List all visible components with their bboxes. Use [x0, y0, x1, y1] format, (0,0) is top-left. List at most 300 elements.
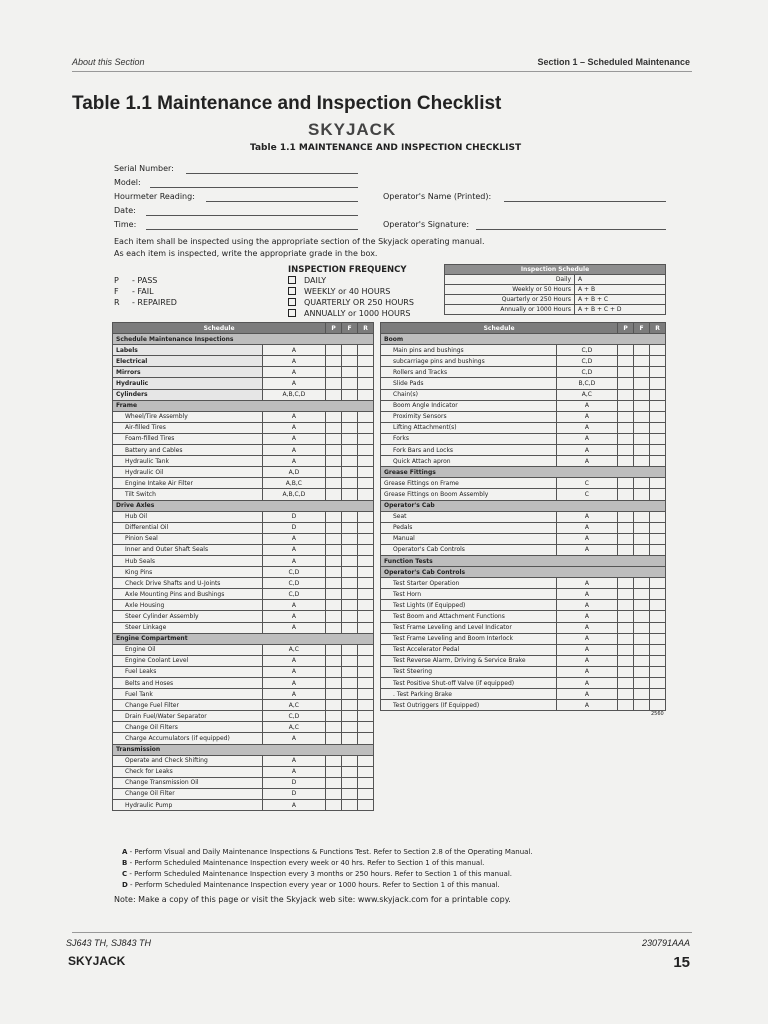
- section-row: [381, 334, 666, 345]
- item-schedule-code: A: [262, 345, 326, 356]
- grade-box-f[interactable]: [342, 766, 358, 777]
- item-schedule-code: A,B,C,D: [262, 489, 326, 500]
- grade-box-f[interactable]: [634, 578, 650, 589]
- instruction-line: As each item is inspected, write the appropriate grade in the box.: [114, 249, 378, 258]
- grade-box-f[interactable]: [342, 733, 358, 744]
- grade-box-p[interactable]: [618, 578, 634, 589]
- grade-box-f[interactable]: [634, 411, 650, 422]
- grade-box-p[interactable]: [618, 533, 634, 544]
- grade-box-r[interactable]: [650, 600, 666, 611]
- item-schedule-code: A: [262, 555, 326, 566]
- grade-box-r[interactable]: [358, 422, 374, 433]
- grade-box-f[interactable]: [342, 611, 358, 622]
- grade-box-f[interactable]: [342, 578, 358, 589]
- item-name: Rollers and Tracks: [381, 367, 557, 378]
- item-schedule-code: C,D: [556, 356, 618, 367]
- grade-box-r[interactable]: [358, 777, 374, 788]
- grade-box-r[interactable]: [650, 666, 666, 677]
- section-label: Operator's Cab: [381, 500, 666, 511]
- item-name: Axle Housing: [113, 600, 263, 611]
- grade-box-f[interactable]: [342, 445, 358, 456]
- skyjack-logo: SKYJACK: [308, 120, 397, 139]
- item-schedule-code: A: [262, 433, 326, 444]
- item-name: Charge Accumulators (if equipped): [113, 733, 263, 744]
- grade-box-f[interactable]: [342, 555, 358, 566]
- grade-box-p[interactable]: [326, 678, 342, 689]
- grade-box-p[interactable]: [618, 544, 634, 555]
- footer-logo: SKYJACK: [68, 954, 126, 968]
- item-name: Check for Leaks: [113, 766, 263, 777]
- grade-box-f[interactable]: [342, 378, 358, 389]
- grade-box-r[interactable]: [358, 511, 374, 522]
- item-schedule-code: A,B,C: [262, 478, 326, 489]
- grade-box-r[interactable]: [650, 433, 666, 444]
- section-label: Grease Fittings: [381, 467, 666, 478]
- grade-box-r[interactable]: [650, 678, 666, 689]
- grade-box-p[interactable]: [326, 511, 342, 522]
- grade-box-r[interactable]: [358, 378, 374, 389]
- table-row: [113, 711, 374, 722]
- grade-box-p[interactable]: [326, 700, 342, 711]
- grade-box-r[interactable]: [650, 644, 666, 655]
- grade-box-r[interactable]: [650, 378, 666, 389]
- grade-box-f[interactable]: [342, 467, 358, 478]
- grade-box-p[interactable]: [326, 611, 342, 622]
- grade-box-f[interactable]: [342, 433, 358, 444]
- grade-box-p[interactable]: [326, 478, 342, 489]
- item-name: Hydraulic Pump: [113, 800, 263, 811]
- grade-box-f[interactable]: [634, 389, 650, 400]
- grade-box-f[interactable]: [342, 722, 358, 733]
- table-row: [113, 345, 374, 356]
- grade-box-r[interactable]: [358, 456, 374, 467]
- section-row: [113, 334, 374, 345]
- grade-box-f[interactable]: [342, 655, 358, 666]
- grade-box-r[interactable]: [650, 511, 666, 522]
- grade-box-r[interactable]: [650, 422, 666, 433]
- grade-box-f[interactable]: [634, 400, 650, 411]
- grade-box-r[interactable]: [358, 578, 374, 589]
- grade-box-p[interactable]: [618, 378, 634, 389]
- grade-box-f[interactable]: [634, 700, 650, 711]
- grade-box-p[interactable]: [326, 389, 342, 400]
- grade-box-f[interactable]: [342, 478, 358, 489]
- operator-signature-field[interactable]: [476, 229, 666, 230]
- grade-box-f[interactable]: [342, 777, 358, 788]
- grade-box-f[interactable]: [342, 422, 358, 433]
- item-name: Test Reverse Alarm, Driving & Service Brake: [381, 655, 557, 666]
- grade-box-f[interactable]: [634, 511, 650, 522]
- grade-box-f[interactable]: [634, 544, 650, 555]
- grade-box-p[interactable]: [618, 411, 634, 422]
- grade-box-r[interactable]: [650, 389, 666, 400]
- item-name: Test Outriggers (If Equipped): [381, 700, 557, 711]
- grade-box-p[interactable]: [618, 689, 634, 700]
- table-row: [113, 533, 374, 544]
- grade-box-f[interactable]: [634, 678, 650, 689]
- grade-box-p[interactable]: [326, 433, 342, 444]
- grade-box-r[interactable]: [358, 655, 374, 666]
- grade-box-f[interactable]: [342, 788, 358, 799]
- item-schedule-code: A: [556, 644, 618, 655]
- grade-box-p[interactable]: [618, 644, 634, 655]
- grade-box-p[interactable]: [326, 644, 342, 655]
- table-row: [381, 489, 666, 500]
- grade-box-r[interactable]: [358, 678, 374, 689]
- grade-box-f[interactable]: [634, 533, 650, 544]
- grade-box-r[interactable]: [358, 345, 374, 356]
- grade-box-f[interactable]: [342, 389, 358, 400]
- grade-box-f[interactable]: [634, 378, 650, 389]
- item-name: Electrical: [113, 356, 263, 367]
- grade-box-p[interactable]: [618, 633, 634, 644]
- grade-box-f[interactable]: [342, 700, 358, 711]
- item-schedule-code: A,C: [262, 644, 326, 655]
- grade-box-r[interactable]: [358, 689, 374, 700]
- grade-box-p[interactable]: [326, 522, 342, 533]
- grade-box-p[interactable]: [618, 522, 634, 533]
- grade-box-p[interactable]: [618, 367, 634, 378]
- grade-box-f[interactable]: [342, 600, 358, 611]
- grade-box-r[interactable]: [650, 367, 666, 378]
- grade-box-r[interactable]: [358, 389, 374, 400]
- grade-box-f[interactable]: [634, 611, 650, 622]
- grade-box-f[interactable]: [342, 367, 358, 378]
- grade-box-p[interactable]: [326, 622, 342, 633]
- grade-box-p[interactable]: [618, 489, 634, 500]
- table-row: [381, 533, 666, 544]
- item-name: Air-filled Tires: [113, 422, 263, 433]
- grade-box-p[interactable]: [618, 666, 634, 677]
- table-row: [381, 544, 666, 555]
- grade-box-f[interactable]: [634, 644, 650, 655]
- grade-box-f[interactable]: [342, 356, 358, 367]
- item-schedule-code: C,D: [556, 367, 618, 378]
- grade-box-p[interactable]: [326, 533, 342, 544]
- item-name: Seat: [381, 511, 557, 522]
- grade-box-f[interactable]: [342, 800, 358, 811]
- grade-box-f[interactable]: [634, 478, 650, 489]
- grade-box-p[interactable]: [326, 733, 342, 744]
- grade-box-p[interactable]: [618, 433, 634, 444]
- grade-box-r[interactable]: [650, 456, 666, 467]
- grade-box-f[interactable]: [342, 567, 358, 578]
- grade-box-f[interactable]: [342, 644, 358, 655]
- grade-box-r[interactable]: [358, 555, 374, 566]
- grade-box-f[interactable]: [342, 711, 358, 722]
- grade-box-p[interactable]: [326, 411, 342, 422]
- grade-box-p[interactable]: [326, 555, 342, 566]
- grade-box-f[interactable]: [342, 622, 358, 633]
- grade-box-p[interactable]: [618, 655, 634, 666]
- item-name: King Pins: [113, 567, 263, 578]
- grade-box-r[interactable]: [650, 655, 666, 666]
- grade-box-r[interactable]: [358, 411, 374, 422]
- serial-number-label: Serial Number:: [114, 164, 174, 173]
- grade-box-p[interactable]: [326, 766, 342, 777]
- grade-box-p[interactable]: [618, 622, 634, 633]
- grade-box-r[interactable]: [358, 367, 374, 378]
- hourmeter-field[interactable]: [206, 201, 358, 202]
- item-schedule-code: A: [556, 578, 618, 589]
- grade-box-f[interactable]: [634, 655, 650, 666]
- grade-box-p[interactable]: [618, 345, 634, 356]
- grade-box-r[interactable]: [358, 644, 374, 655]
- grade-box-f[interactable]: [342, 345, 358, 356]
- grade-box-p[interactable]: [326, 788, 342, 799]
- grade-box-r[interactable]: [650, 578, 666, 589]
- grade-box-p[interactable]: [618, 700, 634, 711]
- grade-box-r[interactable]: [358, 567, 374, 578]
- grade-box-p[interactable]: [618, 456, 634, 467]
- grade-box-r[interactable]: [650, 345, 666, 356]
- grade-box-p[interactable]: [618, 600, 634, 611]
- grade-box-r[interactable]: [358, 788, 374, 799]
- grade-box-r[interactable]: [650, 533, 666, 544]
- grade-box-f[interactable]: [634, 522, 650, 533]
- grade-box-r[interactable]: [358, 467, 374, 478]
- grade-box-p[interactable]: [618, 611, 634, 622]
- grade-box-f[interactable]: [342, 533, 358, 544]
- grade-box-p[interactable]: [326, 378, 342, 389]
- grade-box-p[interactable]: [326, 600, 342, 611]
- grade-box-r[interactable]: [358, 800, 374, 811]
- grade-box-r[interactable]: [650, 589, 666, 600]
- item-schedule-code: C,D: [262, 711, 326, 722]
- grade-box-f[interactable]: [342, 689, 358, 700]
- grade-box-r[interactable]: [358, 522, 374, 533]
- time-field[interactable]: [146, 229, 358, 230]
- serial-number-field[interactable]: [186, 173, 358, 174]
- grade-box-p[interactable]: [326, 422, 342, 433]
- item-schedule-code: A: [262, 755, 326, 766]
- section-label: Schedule Maintenance Inspections: [113, 334, 374, 345]
- grade-box-r[interactable]: [650, 489, 666, 500]
- checklist-header: Schedule P F R: [113, 323, 374, 334]
- grade-box-r[interactable]: [650, 689, 666, 700]
- grade-box-p[interactable]: [618, 678, 634, 689]
- grade-box-p[interactable]: [618, 511, 634, 522]
- grade-box-p[interactable]: [618, 356, 634, 367]
- frequency-quarterly[interactable]: QUARTERLY OR 250 HOURS: [288, 298, 414, 307]
- grade-box-p[interactable]: [326, 689, 342, 700]
- grade-box-p[interactable]: [326, 589, 342, 600]
- item-name: Check Drive Shafts and U-Joints: [113, 578, 263, 589]
- grade-box-r[interactable]: [358, 445, 374, 456]
- grade-box-p[interactable]: [326, 445, 342, 456]
- grade-box-r[interactable]: [358, 666, 374, 677]
- checklist-table-right: [380, 322, 666, 711]
- item-name: Change Fuel Filter: [113, 700, 263, 711]
- table-row: [113, 689, 374, 700]
- grade-box-f[interactable]: [634, 422, 650, 433]
- item-schedule-code: D: [262, 522, 326, 533]
- item-schedule-code: A: [556, 589, 618, 600]
- grade-box-r[interactable]: [650, 522, 666, 533]
- item-name: Mirrors: [113, 367, 263, 378]
- grade-box-r[interactable]: [358, 766, 374, 777]
- item-name: Hydraulic Oil: [113, 467, 263, 478]
- grade-box-p[interactable]: [326, 467, 342, 478]
- item-schedule-code: A: [556, 433, 618, 444]
- grade-box-r[interactable]: [650, 356, 666, 367]
- grade-box-r[interactable]: [358, 755, 374, 766]
- table-row: [381, 655, 666, 666]
- grade-box-p[interactable]: [618, 389, 634, 400]
- grade-box-r[interactable]: [650, 633, 666, 644]
- grade-box-f[interactable]: [634, 367, 650, 378]
- grade-box-p[interactable]: [618, 589, 634, 600]
- grade-box-r[interactable]: [358, 356, 374, 367]
- grade-box-r[interactable]: [358, 533, 374, 544]
- grade-box-f[interactable]: [634, 666, 650, 677]
- item-name: Belts and Hoses: [113, 678, 263, 689]
- inspection-frequency-title: INSPECTION FREQUENCY: [288, 265, 407, 275]
- grade-box-p[interactable]: [326, 544, 342, 555]
- item-name: Grease Fittings on Frame: [381, 478, 557, 489]
- grade-box-r[interactable]: [358, 489, 374, 500]
- grade-box-r[interactable]: [650, 445, 666, 456]
- grade-box-p[interactable]: [326, 367, 342, 378]
- grade-box-r[interactable]: [650, 478, 666, 489]
- grade-box-f[interactable]: [342, 411, 358, 422]
- frequency-annually[interactable]: ANNUALLY or 1000 HOURS: [288, 309, 410, 318]
- grade-box-r[interactable]: [650, 622, 666, 633]
- grade-box-f[interactable]: [342, 489, 358, 500]
- grade-box-r[interactable]: [358, 544, 374, 555]
- grade-box-p[interactable]: [326, 800, 342, 811]
- grade-box-p[interactable]: [618, 400, 634, 411]
- grade-box-f[interactable]: [634, 489, 650, 500]
- grade-box-f[interactable]: [634, 433, 650, 444]
- grade-box-p[interactable]: [326, 755, 342, 766]
- grade-box-f[interactable]: [634, 600, 650, 611]
- table-row: [113, 433, 374, 444]
- grade-box-p[interactable]: [326, 456, 342, 467]
- item-schedule-code: C,D: [262, 578, 326, 589]
- item-schedule-code: A: [262, 733, 326, 744]
- table-row: [113, 367, 374, 378]
- item-schedule-code: A,C: [262, 722, 326, 733]
- grade-box-r[interactable]: [358, 622, 374, 633]
- checkbox-icon[interactable]: [288, 276, 296, 284]
- grade-box-r[interactable]: [650, 700, 666, 711]
- grade-box-f[interactable]: [342, 544, 358, 555]
- grade-box-r[interactable]: [358, 600, 374, 611]
- grade-box-p[interactable]: [618, 422, 634, 433]
- table-row: [381, 367, 666, 378]
- grade-box-r[interactable]: [358, 478, 374, 489]
- grade-box-r[interactable]: [650, 611, 666, 622]
- table-row: [113, 622, 374, 633]
- item-schedule-code: A: [262, 600, 326, 611]
- grade-box-r[interactable]: [358, 711, 374, 722]
- grade-box-f[interactable]: [634, 622, 650, 633]
- grade-box-p[interactable]: [326, 345, 342, 356]
- grade-box-f[interactable]: [342, 589, 358, 600]
- grade-box-p[interactable]: [326, 722, 342, 733]
- grade-box-p[interactable]: [326, 655, 342, 666]
- table-row: [381, 700, 666, 711]
- item-name: Engine Oil: [113, 644, 263, 655]
- grade-box-r[interactable]: [650, 400, 666, 411]
- grade-box-p[interactable]: [326, 578, 342, 589]
- grade-box-f[interactable]: [342, 755, 358, 766]
- item-name: Battery and Cables: [113, 445, 263, 456]
- frequency-daily[interactable]: DAILY: [288, 276, 326, 285]
- item-name: Main pins and bushings: [381, 345, 557, 356]
- item-schedule-code: C,D: [262, 589, 326, 600]
- grade-box-r[interactable]: [650, 544, 666, 555]
- item-schedule-code: A: [556, 611, 618, 622]
- grade-box-f[interactable]: [342, 666, 358, 677]
- checkbox-icon[interactable]: [288, 309, 296, 317]
- frequency-weekly[interactable]: WEEKLY or 40 HOURS: [288, 287, 390, 296]
- grade-box-f[interactable]: [634, 689, 650, 700]
- header-divider: [72, 71, 692, 72]
- grade-box-p[interactable]: [618, 478, 634, 489]
- operator-signature-label: Operator's Signature:: [383, 220, 470, 229]
- item-name: Test Steering: [381, 666, 557, 677]
- grade-box-f[interactable]: [634, 345, 650, 356]
- grade-box-r[interactable]: [358, 611, 374, 622]
- grade-box-f[interactable]: [634, 633, 650, 644]
- grade-box-p[interactable]: [326, 711, 342, 722]
- item-name: Test Starter Operation: [381, 578, 557, 589]
- grade-box-r[interactable]: [358, 733, 374, 744]
- grade-box-f[interactable]: [342, 678, 358, 689]
- section-row: [113, 500, 374, 511]
- table-row: [113, 544, 374, 555]
- grade-box-r[interactable]: [358, 433, 374, 444]
- grade-box-r[interactable]: [358, 589, 374, 600]
- table-row: Annually or 1000 Hours A + B + C + D: [445, 305, 666, 315]
- date-field[interactable]: [146, 215, 358, 216]
- model-numbers: SJ643 TH, SJ843 TH: [66, 938, 152, 948]
- grade-box-f[interactable]: [634, 356, 650, 367]
- grade-box-f[interactable]: [634, 445, 650, 456]
- grade-box-p[interactable]: [326, 777, 342, 788]
- grade-box-p[interactable]: [326, 489, 342, 500]
- item-schedule-code: A,C: [556, 389, 618, 400]
- item-schedule-code: A: [262, 622, 326, 633]
- grade-box-f[interactable]: [634, 456, 650, 467]
- grade-box-f[interactable]: [342, 456, 358, 467]
- grade-box-p[interactable]: [326, 356, 342, 367]
- grade-box-f[interactable]: [342, 522, 358, 533]
- item-schedule-code: A: [556, 600, 618, 611]
- checkbox-icon[interactable]: [288, 298, 296, 306]
- grade-box-r[interactable]: [650, 411, 666, 422]
- grade-box-p[interactable]: [326, 567, 342, 578]
- item-name: Operate and Check Shifting: [113, 755, 263, 766]
- grade-box-p[interactable]: [326, 666, 342, 677]
- grade-box-p[interactable]: [618, 445, 634, 456]
- table-row: Quarterly or 250 Hours A + B + C: [445, 295, 666, 305]
- grade-box-r[interactable]: [358, 700, 374, 711]
- grade-box-f[interactable]: [634, 589, 650, 600]
- checkbox-icon[interactable]: [288, 287, 296, 295]
- instruction-line: Each item shall be inspected using the appropriate section of the Skyjack operating manual.: [114, 237, 485, 246]
- model-field[interactable]: [150, 187, 358, 188]
- grade-box-f[interactable]: [342, 511, 358, 522]
- item-schedule-code: A: [556, 622, 618, 633]
- table-row: [381, 389, 666, 400]
- grade-box-r[interactable]: [358, 722, 374, 733]
- item-schedule-code: A: [262, 367, 326, 378]
- item-name: Test Horn: [381, 589, 557, 600]
- operator-name-field[interactable]: [504, 201, 666, 202]
